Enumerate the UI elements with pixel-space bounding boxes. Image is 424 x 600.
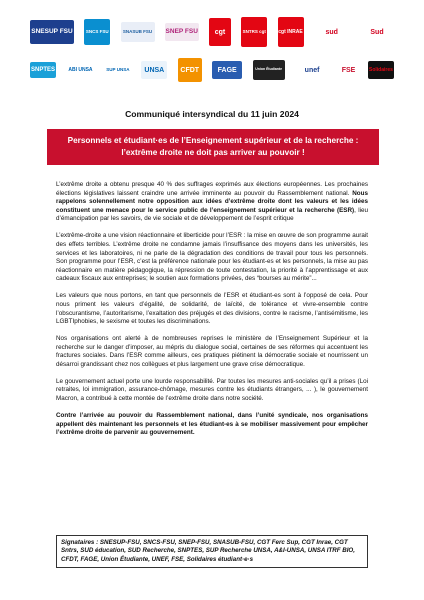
paragraph-1-intro: L’extrême droite a obtenu presque 40 % des suffrages exprimés aux élections européennes. Les prochaines élections législatives laissent craindre une arrivée imminente au pouvoir du Rassemblement national. xyxy=(56,181,368,197)
headline-line-1: Personnels et étudiant·es de l’Enseignement supérieur et de la recherche : xyxy=(67,136,359,145)
paragraph-6-call-to-action: Contre l’arrivée au pouvoir du Rassemblement national, dans l’unité syndicale, nos organisations appellent dès maintenant les personnels et les étudiant-es à se mobiliser massivement pour empêcher l’extrême droite de parvenir au gouvernement. xyxy=(56,412,368,437)
logo-wordmark: SNESUP FSU xyxy=(31,27,73,35)
logo-wordmark: SNCS FSU xyxy=(85,28,109,34)
abi-unsa-logo xyxy=(66,61,94,79)
snesup-fsu-logo xyxy=(30,20,74,44)
document-title: Communiqué intersyndical du 11 juin 2024 xyxy=(125,109,299,119)
sncs-fsu-logo xyxy=(84,19,110,45)
cgt-inrae-logo xyxy=(278,17,304,47)
logo-row-2 xyxy=(30,52,394,88)
unsa-itrf-bio-logo xyxy=(141,61,167,79)
solidaires-logo xyxy=(368,61,394,79)
snasub-fsu-logo xyxy=(121,22,155,42)
fse-logo xyxy=(340,61,358,79)
snep-fsu-logo xyxy=(165,23,199,41)
solidaires-etudiant-es-logo xyxy=(360,20,394,44)
unef-logo xyxy=(295,62,329,78)
union-etudiante-logo xyxy=(253,60,285,80)
logo-wordmark: cgt INRAE xyxy=(278,28,303,35)
logo-wordmark: SNTRS cgt xyxy=(242,28,266,34)
logo-wordmark: ABI UNSA xyxy=(68,66,93,73)
headline-banner xyxy=(47,129,379,165)
logo-wordmark: unef xyxy=(304,66,320,74)
cfdt-logo xyxy=(178,58,202,82)
paragraph-1-end: , lieu d’émancipation par les savoirs, de vie sociale et de développement de l’esprit critique xyxy=(56,206,368,223)
paragraph-3: Les valeurs que nous portons, en tant que personnels de l’ESR et étudiant-es sont à l’opposé de cela. Pour nous priment les valeurs d’égalité, de solidarité, de laïcité, de tolérance et vivre-ensemble contre l’obscurantisme, l’autoritarisme, l’exaltation des préjugés et des divisions, contre le racisme, l’antisémitisme, les LGBTIphobies, le sexisme et toutes les discriminations. xyxy=(56,292,368,326)
cgt-logo xyxy=(209,18,231,46)
logo-wordmark: Solidaires xyxy=(368,66,393,73)
logo-wordmark: Sud xyxy=(370,28,384,36)
sud-recherche-logo xyxy=(314,20,350,44)
logo-wordmark: CFDT xyxy=(180,66,200,74)
fage-logo xyxy=(212,61,242,79)
paragraph-4: Nos organisations ont alerté à de nombreuses reprises le ministère de l’Enseignement Supérieur et la recherche sur le danger d’imposer, au mépris du dialogue social, certaines de ses réformes qui accentuent les fractures sociales. Dans l’ESR comme ailleurs, ces pratiques piétinent la démocratie sociale et nourrissent un désarroi grandissant chez nos collègues et plus largement une grave crise démocratique. xyxy=(56,335,368,368)
logo-wordmark: UNSA xyxy=(144,66,165,74)
paragraph-5: Le gouvernement actuel porte une lourde responsabilité. Par toutes les mesures anti-sociales qu’il a prises (Loi retraites, loi immigration, assurance-chômage, mesures contre les étudiants étrangers, ... ), le gouvernement Macron, a contribué à cette montée de l’extrême droite dans notre société. xyxy=(56,377,368,403)
logo-wordmark: cgt xyxy=(214,28,226,36)
logo-wordmark: sud xyxy=(325,28,338,36)
headline-line-2: l’extrême droite ne doit pas arriver au pouvoir ! xyxy=(121,148,305,157)
sup-recherche-unsa-logo xyxy=(105,61,131,79)
logo-wordmark: SNPTES xyxy=(30,67,55,73)
logo-wordmark: FSE xyxy=(341,66,356,74)
logo-wordmark: SUP UNSA xyxy=(106,66,130,72)
logo-banner xyxy=(30,14,394,88)
communique-body xyxy=(56,181,368,438)
logo-wordmark: SNASUB FSU xyxy=(122,28,153,34)
logo-wordmark: FAGE xyxy=(217,66,237,74)
logo-wordmark: Union Étudiante xyxy=(255,67,283,72)
paragraph-2: L’extrême-droite a une vision réactionnaire et liberticide pour l’ESR : la mise en œuvre de son programme aurait des effets terribles. L’extrême droite ne condamne jamais l’insuffisance des moyens dans les universités, les services et les laboratoires, ni ne parle de la dégradation des conditions de travail pour tous les personnels. Son programme pour l’ESR, c’est la préférence nationale pour les étudiant-es et les personnels, la mise au pas réactionnaire en matière pédagogique, la répression de toute contestation, la priorité à l’apprentissage et aux cadeaux fiscaux aux entreprises; le soutien aux formations privées, des “bourses au mérite”... xyxy=(56,232,368,283)
logo-wordmark: SNEP FSU xyxy=(165,27,198,35)
paragraph-1-emphasis: Nous rappelons solennellement notre opposition aux idées d’extrême droite dont les valeurs et les idées constituent une menace pour le service public de l’enseignement supérieur et la recherche (ESR) xyxy=(56,189,368,214)
sntrs-cgt-logo xyxy=(241,17,267,47)
signatories-box: Signataires : SNESUP-FSU, SNCS-FSU, SNEP-FSU, SNASUB-FSU, CGT Ferc Sup, CGT Inrae, CGT Sntrs, SUD éducation, SUD Recherche, SNPTES, SUP Recherche UNSA, A&I-UNSA, UNSA ITRF BIO, CFDT, FAGE, Union Étudiante, UNEF, FSE, Solidaires étudiant·e·s xyxy=(56,535,368,568)
logo-row-1 xyxy=(30,14,394,50)
snptes-logo xyxy=(30,62,56,78)
paragraph-1 xyxy=(56,181,368,224)
